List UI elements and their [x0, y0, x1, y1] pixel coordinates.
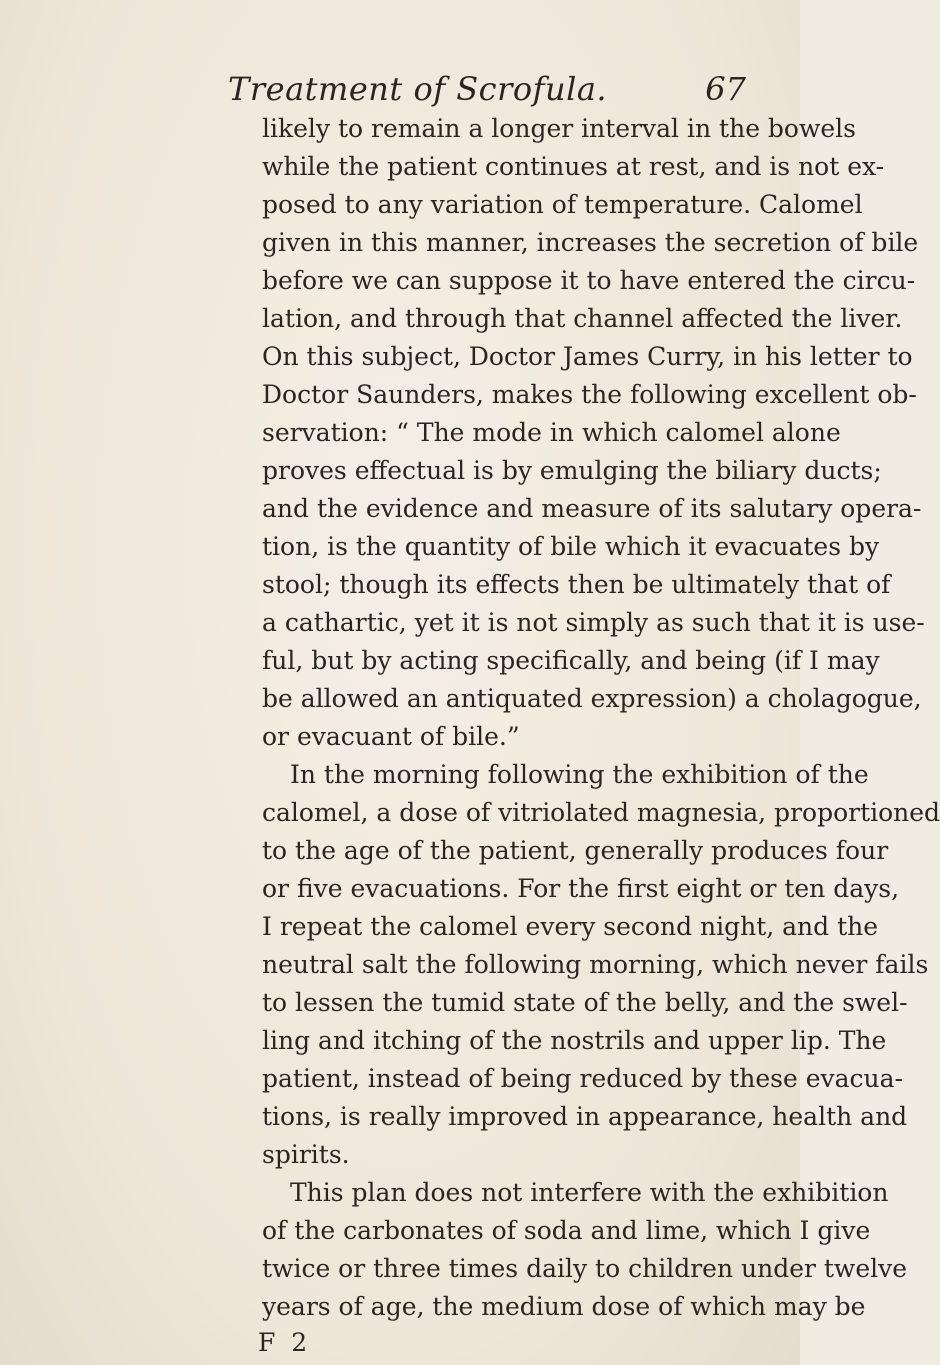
text-line: tions, is really improved in appearance, health and — [262, 1102, 908, 1131]
text-line: posed to any variation of temperature. Calomel — [262, 190, 863, 219]
text-line: calomel, a dose of vitriolated magnesia, proportioned — [262, 798, 940, 827]
text-line: spirits. — [262, 1140, 350, 1169]
text-line: stool; though its effects then be ultimately that of — [262, 570, 891, 599]
text-line: ful, but by acting specifically, and being (if I may — [262, 646, 880, 675]
body-text — [262, 110, 940, 1326]
text-line: servation: “ The mode in which calomel alone — [262, 418, 841, 447]
signature-mark: F 2 — [258, 1328, 312, 1357]
text-line: of the carbonates of soda and lime, which I give — [262, 1216, 871, 1245]
text-line: On this subject, Doctor James Curry, in his letter to — [262, 342, 913, 371]
text-line: twice or three times daily to children under twelve — [262, 1254, 908, 1283]
text-line: lation, and through that channel affected the liver. — [262, 304, 903, 333]
page-header — [228, 66, 746, 112]
running-title: Treatment of Scrofula. — [228, 70, 608, 108]
text-line: to lessen the tumid state of the belly, and the swel- — [262, 988, 908, 1017]
text-line: be allowed an antiquated expression) a cholagogue, — [262, 684, 922, 713]
page-number: 67 — [705, 70, 746, 108]
text-line: given in this manner, increases the secretion of bile — [262, 228, 919, 257]
text-line: or evacuant of bile.” — [262, 722, 520, 751]
text-line: This plan does not interfere with the exhibition — [290, 1178, 889, 1207]
text-line: likely to remain a longer interval in the bowels — [262, 114, 857, 143]
text-line: or five evacuations. For the first eight or ten days, — [262, 874, 900, 903]
text-line: while the patient continues at rest, and is not ex- — [262, 152, 885, 181]
text-line: neutral salt the following morning, which never fails — [262, 950, 929, 979]
text-line: I repeat the calomel every second night, and the — [262, 912, 879, 941]
text-line: before we can suppose it to have entered the circu- — [262, 266, 916, 295]
text-line: a cathartic, yet it is not simply as such that it is use- — [262, 608, 925, 637]
text-line: to the age of the patient, generally produces four — [262, 836, 889, 865]
text-line: years of age, the medium dose of which may be — [262, 1292, 866, 1321]
text-line: Doctor Saunders, makes the following excellent ob- — [262, 380, 917, 409]
text-line: In the morning following the exhibition of the — [290, 760, 869, 789]
text-line: tion, is the quantity of bile which it evacuates by — [262, 532, 880, 561]
text-line: and the evidence and measure of its salutary opera- — [262, 494, 922, 523]
text-line: patient, instead of being reduced by these evacua- — [262, 1064, 903, 1093]
text-line: ling and itching of the nostrils and upper lip. The — [262, 1026, 887, 1055]
text-line: proves effectual is by emulging the biliary ducts; — [262, 456, 882, 485]
